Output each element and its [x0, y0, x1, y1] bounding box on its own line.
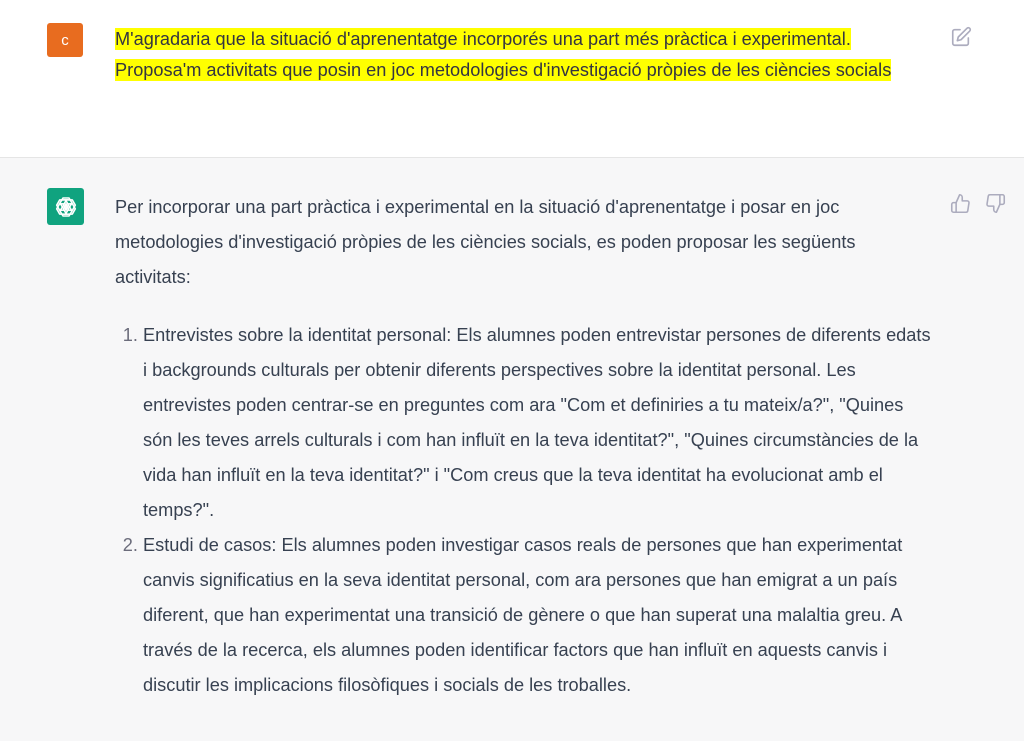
user-message-text — [115, 24, 935, 85]
thumbs-down-icon — [985, 193, 1006, 214]
edit-icon — [950, 26, 972, 48]
assistant-avatar — [47, 188, 84, 225]
user-avatar: c — [47, 23, 83, 57]
thumbs-up-icon — [950, 193, 971, 214]
highlighted-text: M'agradaria que la situació d'aprenentatge incorporés una part més pràctica i experimental. Proposa'm activitats que posin en joc metodologies d'investigació pròpies de les ciències socials — [115, 29, 892, 80]
user-message-row — [0, 0, 1024, 158]
openai-logo-icon — [53, 194, 79, 220]
assistant-message-row — [0, 158, 1024, 741]
thumbs-up-button[interactable] — [950, 193, 971, 214]
list-item: 2. Estudi de casos: Els alumnes poden investigar casos reals de persones que han experimentat canvis significatius en la seva identitat personal, com ara persones que han emigrat a un país diferent, que han experimentat una transició de gènere o que han superat una malaltia greu. A través de la recerca, els alumnes poden identificar factors que han influït en aquests canvis i discutir les implicacions filosòfiques i socials de les troballes. — [143, 528, 935, 703]
list-item: 1. Entrevistes sobre la identitat personal: Els alumnes poden entrevistar persones de diferents edats i backgrounds culturals per obtenir diferents perspectives sobre la identitat personal. Les entrevistes poden centrar-se en preguntes com ara "Com et definiries a tu mateix/a?", "Quines són les teves arrels culturals i com han influït en la teva identitat?", "Quines circumstàncies de la vida han influït en la teva identitat?" i "Com creus que la teva identitat ha evolucionat amb el temps?". — [143, 318, 935, 528]
activity-list — [115, 318, 935, 703]
edit-message-button[interactable] — [950, 26, 972, 48]
assistant-message-text — [115, 190, 935, 703]
thumbs-down-button[interactable] — [985, 193, 1006, 214]
assistant-intro: Per incorporar una part pràctica i experimental en la situació d'aprenentatge i posar en joc metodologies d'investigació pròpies de les ciències socials, es poden proposar les següents activitats: — [115, 197, 856, 287]
